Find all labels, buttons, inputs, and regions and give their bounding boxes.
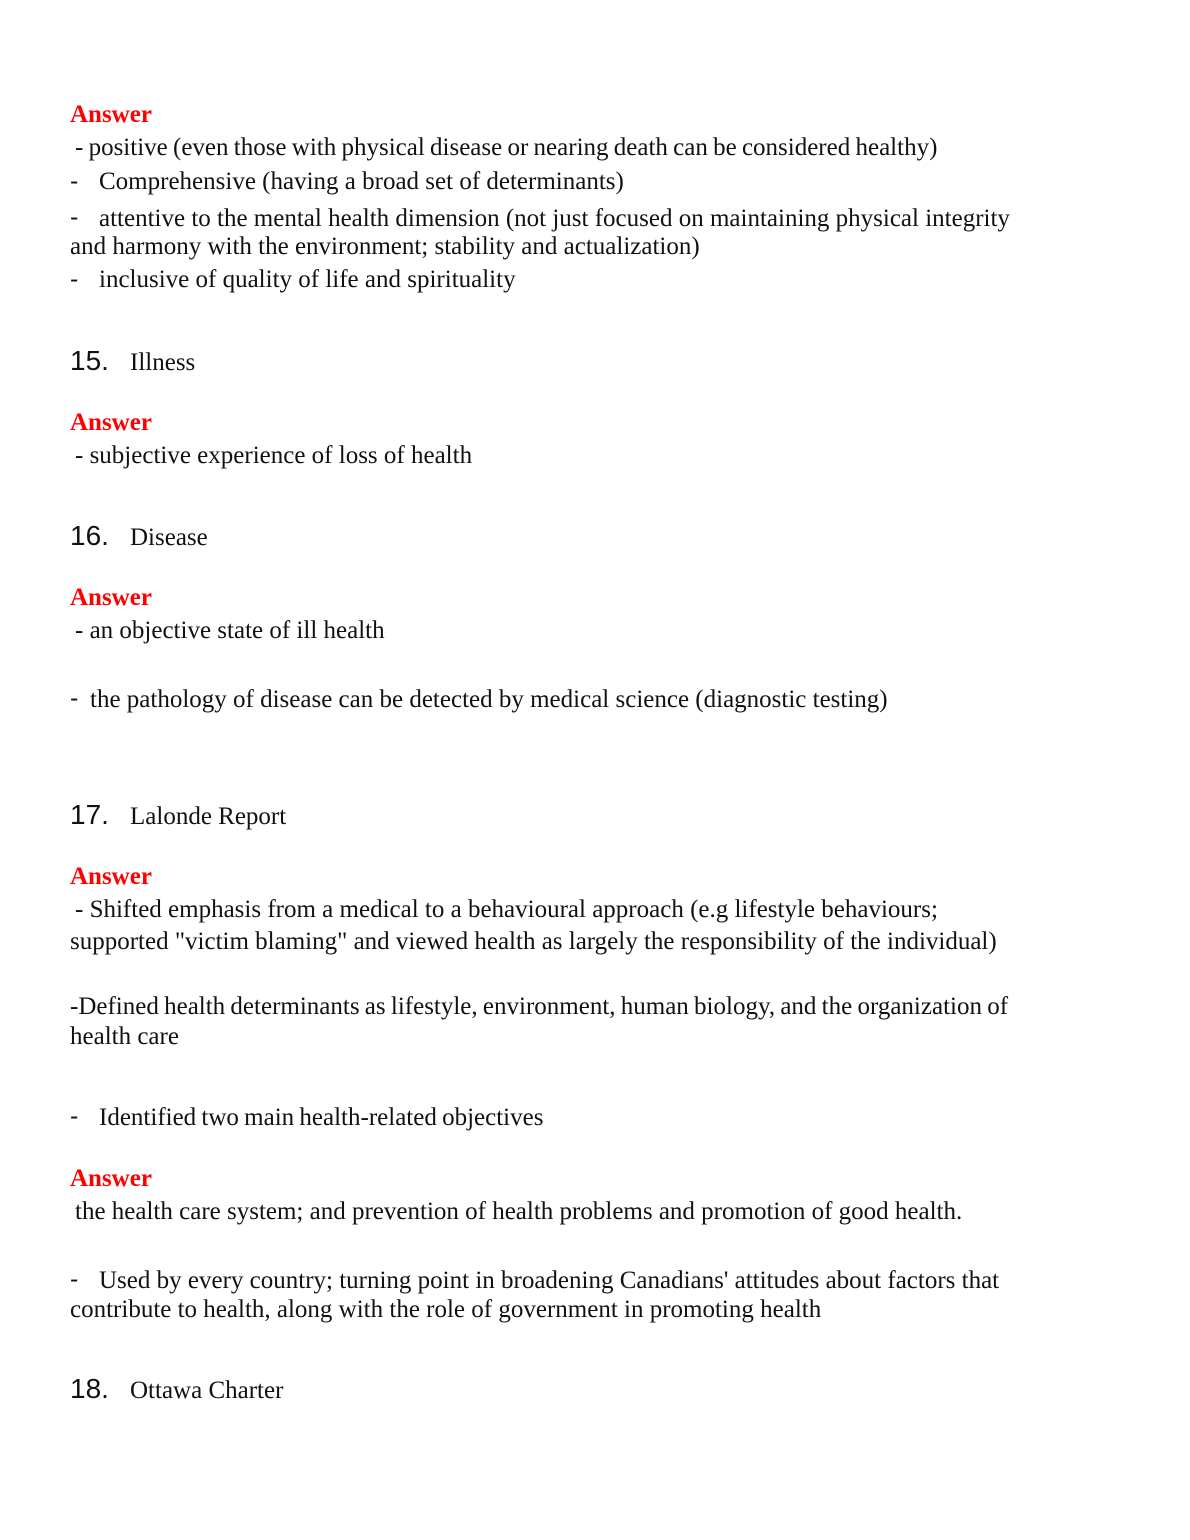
bullet-dash: - xyxy=(70,203,79,231)
answer-text: contribute to health, along with the role of government in promoting health xyxy=(70,1296,822,1323)
answer-label: Answer xyxy=(70,409,152,436)
answer-text: - subjective experience of loss of health xyxy=(75,442,473,469)
answer-text: the health care system; and prevention of health problems and promotion of good health. xyxy=(75,1198,963,1225)
bullet-dash: - xyxy=(70,1265,79,1293)
bullet-dash: - xyxy=(70,167,79,195)
answer-text: and harmony with the environment; stability and actualization) xyxy=(70,233,700,260)
bullet-dash: - xyxy=(70,1102,79,1130)
answer-text: -Defined health determinants as lifestyle, environment, human biology, and the organization of xyxy=(70,993,1009,1020)
answer-text: the pathology of disease can be detected by medical science (diagnostic testing) xyxy=(90,686,888,713)
answer-text: Identified two main health-related objectives xyxy=(99,1104,544,1131)
answer-text: health care xyxy=(70,1023,179,1050)
question-number: 16. xyxy=(70,520,109,551)
question-title: Disease xyxy=(130,524,208,551)
answer-text: - Shifted emphasis from a medical to a behavioural approach (e.g lifestyle behaviours; xyxy=(75,896,938,923)
answer-text: inclusive of quality of life and spirituality xyxy=(99,266,516,293)
question-number: 15. xyxy=(70,345,109,376)
question-number: 17. xyxy=(70,799,109,830)
answer-text: Comprehensive (having a broad set of determinants) xyxy=(99,168,624,195)
answer-label: Answer xyxy=(70,863,152,890)
question-title: Illness xyxy=(130,349,196,376)
question-title: Ottawa Charter xyxy=(130,1377,284,1404)
question-title: Lalonde Report xyxy=(130,803,287,830)
bullet-dash: - xyxy=(70,684,79,712)
bullet-dash: - xyxy=(70,265,79,293)
answer-label: Answer xyxy=(70,101,152,128)
answer-text: supported "victim blaming" and viewed health as largely the responsibility of the individual) xyxy=(70,928,997,955)
question-number: 18. xyxy=(70,1373,109,1404)
answer-text: - an objective state of ill health xyxy=(75,617,385,644)
answer-text: attentive to the mental health dimension (not just focused on maintaining physical integrity xyxy=(99,205,1010,232)
answer-text: - positive (even those with physical disease or nearing death can be considered healthy) xyxy=(75,134,938,161)
answer-text: Used by every country; turning point in broadening Canadians' attitudes about factors that xyxy=(99,1267,1000,1294)
answer-label: Answer xyxy=(70,1165,152,1192)
answer-label: Answer xyxy=(70,584,152,611)
